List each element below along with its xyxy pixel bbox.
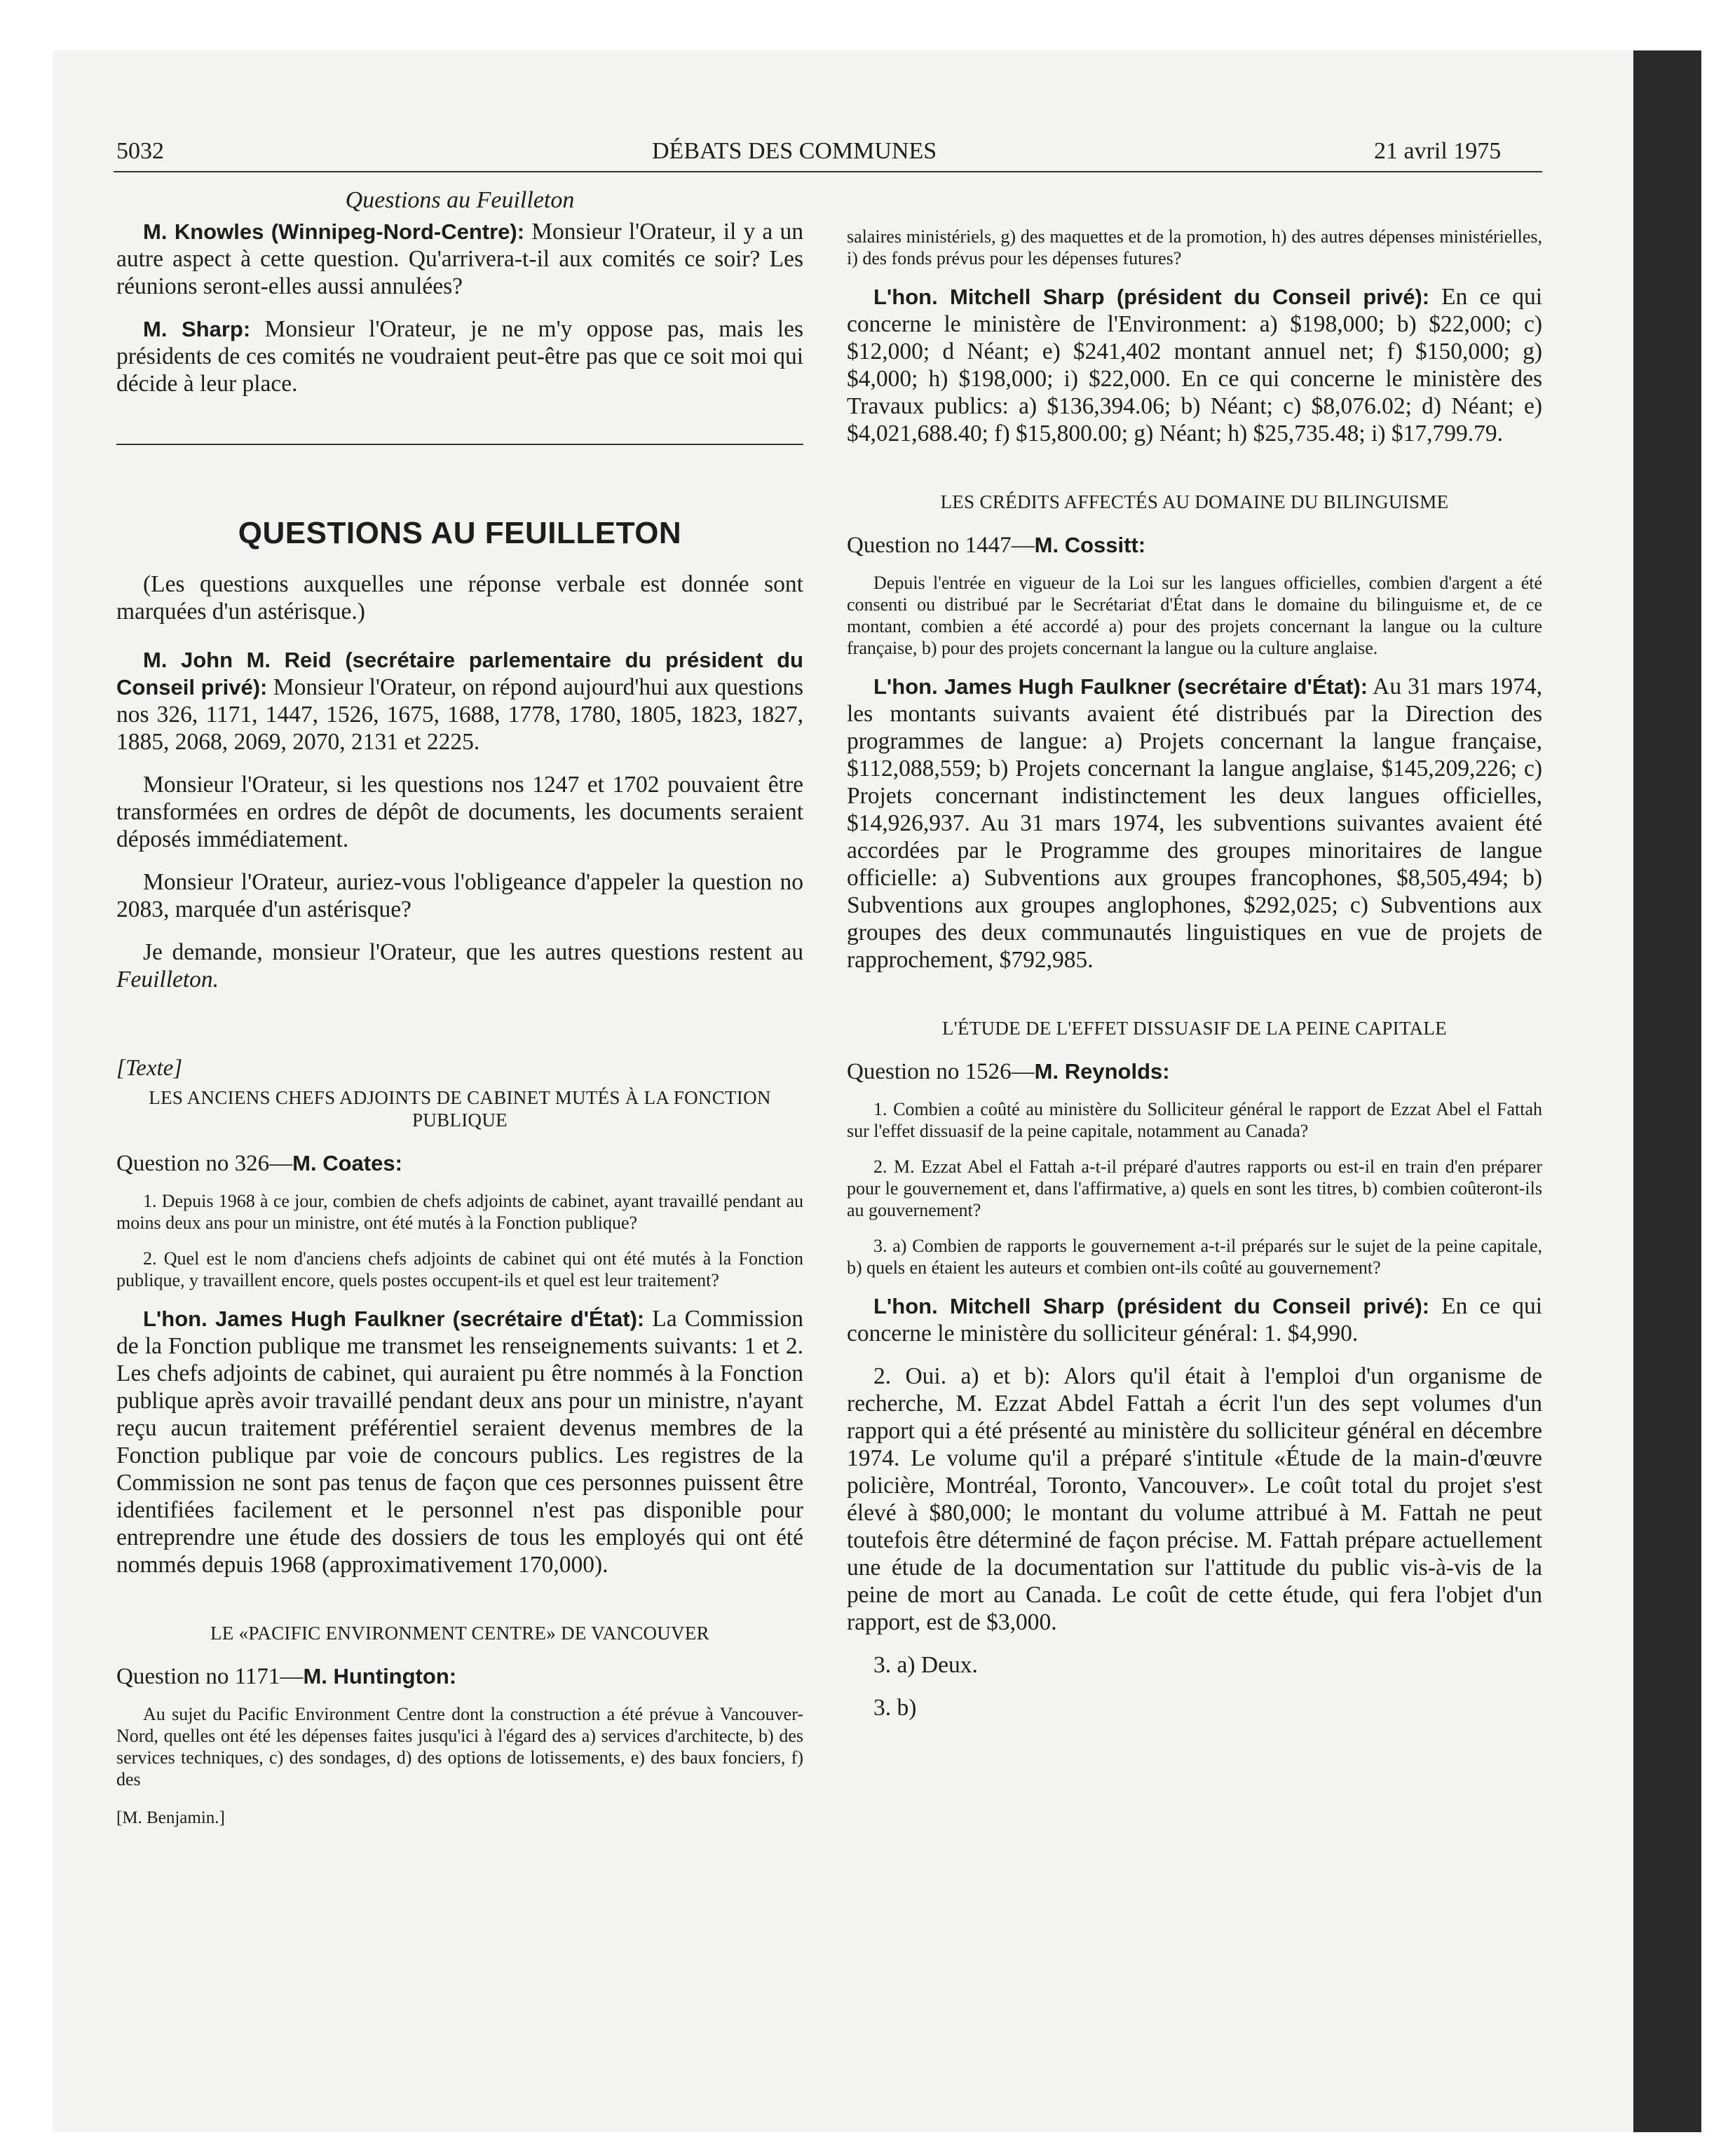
running-title: DÉBATS DES COMMUNES <box>652 138 937 164</box>
question-326: Question no 326—M. Coates: <box>116 1151 402 1176</box>
question-1526-item-1: 1. Combien a coûté au ministère du Solliciteur général le rapport de Ezzat Abel el Fattah sur l'effet dissuasif de la peine capitale, notamment au Canada? <box>847 1099 1542 1141</box>
left-column <box>116 184 803 1831</box>
answer-3b: 3. b) <box>873 1695 917 1721</box>
section-title: QUESTIONS AU FEUILLETON <box>238 516 682 550</box>
right-column <box>847 226 1542 1737</box>
rubric-peine-capitale: L'ÉTUDE DE L'EFFET DISSUASIF DE LA PEINE CAPITALE <box>941 1018 1447 1039</box>
scan-edge-bar <box>1633 50 1701 2132</box>
paragraph-knowles: M. Knowles (Winnipeg-Nord-Centre): Monsieur l'Orateur, il y a un autre aspect à cette question. Qu'arrivera-t-il aux comités ce soir? Les réunions seront-elles aussi annulées? <box>116 219 803 299</box>
rubric-chefs-adjoints: LES ANCIENS CHEFS ADJOINTS DE CABINET MUTÉS À LA FONCTION PUBLIQUE <box>149 1087 771 1131</box>
answer-3a: 3. a) Deux. <box>873 1652 978 1678</box>
question-1171-continued: salaires ministériels, g) des maquettes et de la promotion, h) des autres dépenses ministérielles, i) des fonds prévus pour les dépenses futures? <box>847 226 1542 268</box>
question-1171: Question no 1171—M. Huntington: <box>116 1664 457 1689</box>
paragraph-documents: Monsieur l'Orateur, si les questions nos 1247 et 1702 pouvaient être transformées en ordres de dépôt de documents, les documents seraient déposés immédiatement. <box>116 772 803 852</box>
paragraph-call: Monsieur l'Orateur, auriez-vous l'obligeance d'appeler la question no 2083, marquée d'un astérisque? <box>116 869 803 922</box>
question-326-item-2: 2. Quel est le nom d'anciens chefs adjoints de cabinet qui ont été mutés à la Fonction publique, y travaillent encore, quels postes occupent-ils et quel est leur traitement? <box>116 1248 803 1290</box>
speaker-faulkner-2: L'hon. James Hugh Faulkner (secrétaire d'État): <box>873 674 1368 699</box>
page-date: 21 avril 1975 <box>1374 138 1502 164</box>
question-1526-item-2: 2. M. Ezzat Abel el Fattah a-t-il préparé d'autres rapports ou est-il en train d'en préparer pour le gouvernement et, dans l'affirmative, a) quels en sont les titres, b) combien coûteront-ils au gouvernement? <box>847 1157 1542 1220</box>
speaker-sharp-2: L'hon. Mitchell Sharp (président du Conseil privé): <box>873 1294 1430 1318</box>
header-rule <box>114 171 1542 172</box>
paragraph-sharp: M. Sharp: Monsieur l'Orateur, je ne m'y oppose pas, mais les présidents de ces comités ne voudraient peut-être pas que ce soit moi qui décide à leur place. <box>116 316 803 397</box>
question-1526-item-3: 3. a) Combien de rapports le gouvernement a-t-il préparés sur le sujet de la peine capitale, b) quels en étaient les auteurs et combien ont-ils coûté au gouvernement? <box>847 1236 1542 1278</box>
intro-paragraph: (Les questions auxquelles une réponse verbale est donnée sont marquées d'un astérisque.) <box>116 571 803 625</box>
question-1447: Question no 1447—M. Cossitt: <box>847 533 1146 558</box>
speaker-sharp: M. Sharp: <box>143 317 251 341</box>
page-number: 5032 <box>116 138 164 164</box>
paragraph-sharp-answer-2: L'hon. Mitchell Sharp (président du Conseil privé): En ce qui concerne le ministère du solliciteur général: 1. $4,990. <box>847 1293 1542 1346</box>
column-subhead: Questions au Feuilleton <box>345 187 575 213</box>
paragraph-sharp-answer-1: L'hon. Mitchell Sharp (président du Conseil privé): En ce qui concerne le ministère de l'Environment: a) $198,000; b) $22,000; c) $12,000; d Néant; e) $241,402 montant annuel net; f) $150,000; g) $4,000; h) $198,000; i) $22,000. En ce qui concerne le ministère des Travaux publics: a) $136,394.06; b) Néant; c) $8,076.02; d) Néant; e) $4,021,688.40; f) $15,800.00; g) Néant; h) $25,735.48; i) $17,799.79. <box>847 284 1542 446</box>
question-326-item-1: 1. Depuis 1968 à ce jour, combien de chefs adjoints de cabinet, ayant travaillé pendant au moins deux ans pour un ministre, ont été mutés à la Fonction publique? <box>116 1191 803 1233</box>
signature: [M. Benjamin.] <box>116 1808 225 1827</box>
speaker-faulkner: L'hon. James Hugh Faulkner (secrétaire d'État): <box>143 1306 645 1331</box>
question-1526: Question no 1526—M. Reynolds: <box>847 1059 1170 1084</box>
rubric-pacific-centre: LE «PACIFIC ENVIRONMENT CENTRE» DE VANCOUVER <box>210 1623 709 1644</box>
speaker-knowles: M. Knowles (Winnipeg-Nord-Centre): <box>143 219 525 244</box>
paragraph-faulkner: L'hon. James Hugh Faulkner (secrétaire d'État): La Commission de la Fonction publique me transmet les renseignements suivants: 1 et 2. Les chefs adjoints de cabinet, qui auraient pu être nommés à la Fonction publique après avoir travaillé pendant deux ans pour un ministre, n'ayant reçu aucun traitement préférentiel seraient devenus membres de la Fonction publique par voie de concours publics. Les registres de la Commission ne sont pas tenus de façon que ces personnes puissent être identifiées facilement et le personnel n'est pas disponible pour entreprendre une étude des dossiers de tous les employés qui ont été nommés depuis 1968 (approximativement 170,000). <box>116 1306 803 1578</box>
texte-tag: [Texte] <box>116 1056 183 1081</box>
speaker-sharp-1: L'hon. Mitchell Sharp (président du Conseil privé): <box>873 285 1430 309</box>
paragraph-rest: Je demande, monsieur l'Orateur, que les autres questions restent au Feuilleton. <box>116 939 803 992</box>
question-1171-text: Au sujet du Pacific Environment Centre dont la construction a été prévue à Vancouver-Nord, quelles ont été les dépenses faites jusqu'ici à l'égard des a) services d'architecte, b) des services techniques, c) des sondages, d) des options de lotissements, e) des baux fonciers, f) des <box>116 1704 803 1789</box>
paragraph-faulkner-answer: L'hon. James Hugh Faulkner (secrétaire d'État): Au 31 mars 1974, les montants suivants avaient été distribués par la Direction des programmes de langue: a) Projets concernant la langue française, $112,088,559; b) Projets concernant la langue anglaise, $145,209,226; c) Projets concernant indistinctement les deux langues officielles, $14,926,937. Au 31 mars 1974, les subventions suivantes avaient été accordées par le Programme des groupes minoritaires de langue officielle: a) Subventions aux groupes francophones, $8,505,494; b) Subventions aux groupes anglophones, $292,025; c) Subventions aux groupes des deux communautés linguistiques en vue de projets de rapprochement, $792,985. <box>847 674 1543 973</box>
question-1447-text: Depuis l'entrée en vigueur de la Loi sur les langues officielles, combien d'argent a été consenti ou distribué par le Secrétariat d'État dans le domaine du bilinguisme et, de ce montant, combien a été accordé a) pour des projets concernant la langue ou la culture française, b) pour des projets concernant la langue ou la culture anglaise. <box>847 573 1542 658</box>
answer-2: 2. Oui. a) et b): Alors qu'il était à l'emploi d'un organisme de recherche, M. Ezzat Abdel Fattah a écrit l'un des sept volumes d'un rapport qui a été présenté au ministère du solliciteur général en décembre 1974. Le volume qu'il a préparé s'intitule «Étude de la main-d'œuvre policière, Montréal, Toronto, Vancouver». Le coût total du projet s'est élevé à $80,000; le montant du volume attribué à M. Fattah ne peut toutefois être déterminé de façon précise. M. Fattah prépare actuellement une étude de la documentation sur l'attitude du public vis-à-vis de la peine de mort au Canada. Le coût de cette étude, qui fera l'objet d'un rapport, est de $3,000. <box>847 1363 1542 1635</box>
speaker-reid: M. John M. Reid (secrétaire parlementaire du président du Conseil privé): <box>116 648 803 700</box>
rubric-bilinguisme: LES CRÉDITS AFFECTÉS AU DOMAINE DU BILINGUISME <box>940 491 1449 512</box>
paragraph-reid: M. John M. Reid (secrétaire parlementaire du président du Conseil privé): Monsieur l'Orateur, on répond aujourd'hui aux questions nos 326, 1171, 1447, 1526, 1675, 1688, 1778, 1780, 1805, 1823, 1827, 1885, 2068, 2069, 2070, 2131 et 2225. <box>116 648 803 755</box>
